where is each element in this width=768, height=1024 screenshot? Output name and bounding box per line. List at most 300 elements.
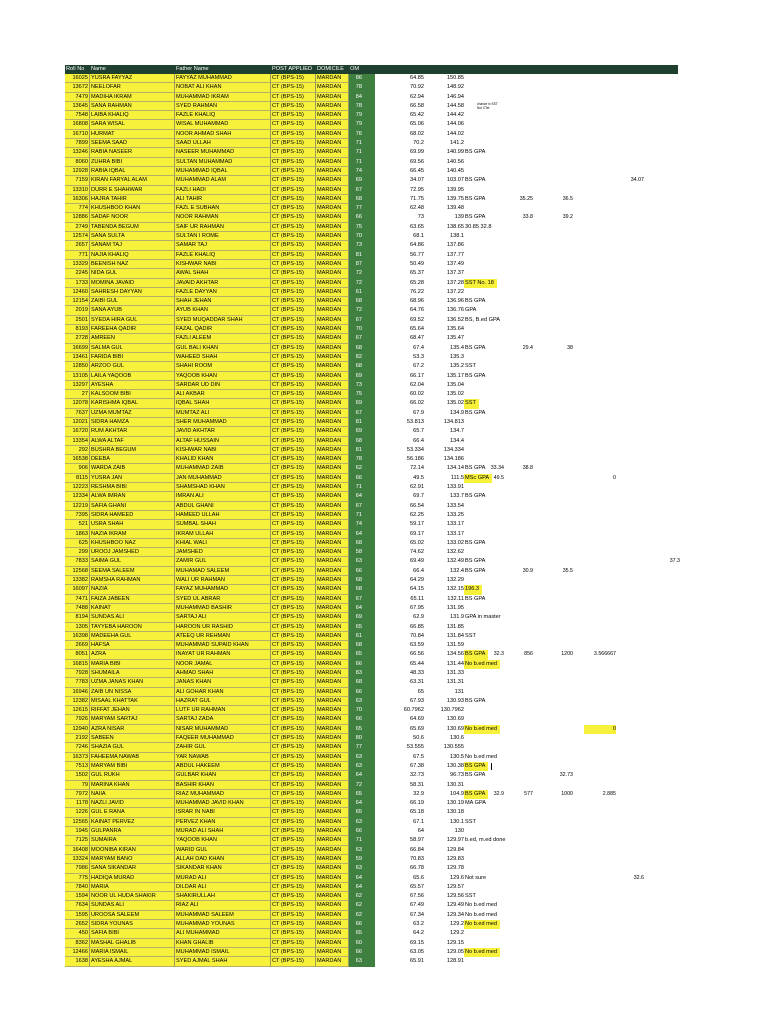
- remark-cell[interactable]: BS GPA: [465, 195, 486, 202]
- post-applied-cell[interactable]: CT (BPS-15): [271, 455, 316, 464]
- om-cell[interactable]: 60: [349, 939, 363, 948]
- roll-no-cell[interactable]: 7488: [65, 604, 90, 613]
- om-cell[interactable]: 63: [349, 753, 363, 762]
- table-row[interactable]: [65, 241, 678, 250]
- post-applied-cell[interactable]: CT (BPS-15): [271, 576, 316, 585]
- om-cell[interactable]: 64: [349, 492, 363, 501]
- table-row[interactable]: [65, 892, 678, 901]
- domicile-cell[interactable]: MARDAN: [316, 781, 349, 790]
- score-cell[interactable]: 72.95: [410, 186, 424, 193]
- remark-cell[interactable]: BS GPA: [465, 558, 486, 565]
- remark-cell[interactable]: GPA in master: [465, 614, 501, 621]
- domicile-cell[interactable]: MARDAN: [316, 632, 349, 641]
- remark-cell[interactable]: BS GPA: [465, 465, 486, 472]
- score-cell[interactable]: 53.3: [413, 353, 424, 360]
- total-cell[interactable]: 132.15: [446, 586, 464, 593]
- roll-no-cell[interactable]: 2245: [65, 269, 90, 278]
- name-cell[interactable]: GULPANRA: [90, 827, 175, 836]
- father-name-cell[interactable]: RIAZ ALI: [175, 901, 271, 910]
- father-name-cell[interactable]: GULBAR KHAN: [175, 771, 271, 780]
- om-cell[interactable]: 68: [349, 195, 363, 204]
- table-row[interactable]: [65, 939, 678, 948]
- score-cell[interactable]: 69.17: [410, 530, 424, 537]
- remark-cell[interactable]: No b.ed med: [464, 660, 500, 669]
- om-cell[interactable]: 70: [349, 325, 363, 334]
- table-row[interactable]: [65, 204, 678, 213]
- score-cell[interactable]: 65.42: [410, 112, 424, 119]
- roll-no-cell[interactable]: 299: [65, 548, 90, 557]
- roll-no-cell[interactable]: 12021: [65, 418, 90, 427]
- father-name-cell[interactable]: MURAD ALI SHAH: [175, 827, 271, 836]
- domicile-cell[interactable]: MARDAN: [316, 557, 349, 566]
- score-cell[interactable]: 58.97: [410, 837, 424, 844]
- score-cell[interactable]: 34.07: [410, 177, 424, 184]
- father-name-cell[interactable]: ATEEQ UR REHMAN: [175, 632, 271, 641]
- domicile-cell[interactable]: MARDAN: [316, 167, 349, 176]
- roll-no-cell[interactable]: 774: [65, 204, 90, 213]
- father-name-cell[interactable]: SARDAR UD DIN: [175, 381, 271, 390]
- name-cell[interactable]: AMREEN: [90, 334, 175, 343]
- father-name-cell[interactable]: NASEER MUHAMMAD: [175, 148, 271, 157]
- om-cell[interactable]: 67: [349, 409, 363, 418]
- domicile-cell[interactable]: MARDAN: [316, 771, 349, 780]
- post-applied-cell[interactable]: CT (BPS-15): [271, 130, 316, 139]
- domicile-cell[interactable]: MARDAN: [316, 520, 349, 529]
- name-cell[interactable]: MARYAM BIBI: [90, 762, 175, 771]
- table-row[interactable]: [65, 381, 678, 390]
- domicile-cell[interactable]: MARDAN: [316, 353, 349, 362]
- score-cell[interactable]: 66.02: [410, 400, 424, 407]
- name-cell[interactable]: RABIA IQBAL: [90, 167, 175, 176]
- om-cell[interactable]: 72: [349, 279, 363, 288]
- name-cell[interactable]: UROOSA SALEEM: [90, 911, 175, 920]
- father-name-cell[interactable]: ALTAF HUSSAIN: [175, 437, 271, 446]
- score-cell[interactable]: 62.94: [410, 93, 424, 100]
- score-cell[interactable]: 67.93: [410, 697, 424, 704]
- total-cell[interactable]: 134.9: [450, 409, 464, 416]
- total-cell[interactable]: 135.02: [446, 400, 464, 407]
- father-name-cell[interactable]: HAMEED ULLAH: [175, 511, 271, 520]
- om-cell[interactable]: 63: [349, 957, 363, 966]
- table-row[interactable]: [65, 399, 678, 408]
- total-cell[interactable]: 132.4: [450, 567, 464, 574]
- remark-cell[interactable]: BS GPA: [464, 762, 488, 771]
- post-applied-cell[interactable]: CT (BPS-15): [271, 929, 316, 938]
- score-cell[interactable]: 72.14: [410, 465, 424, 472]
- score-cell[interactable]: 64.86: [410, 242, 424, 249]
- score-cell[interactable]: 62.48: [410, 205, 424, 212]
- father-name-cell[interactable]: SHAMSHAD KHAN: [175, 483, 271, 492]
- table-row[interactable]: [65, 176, 678, 185]
- name-cell[interactable]: KAINAT PERVEZ: [90, 818, 175, 827]
- om-cell[interactable]: 65: [349, 790, 363, 799]
- score-cell[interactable]: 64.85: [410, 75, 424, 81]
- score-cell[interactable]: 67.38: [410, 762, 424, 769]
- father-name-cell[interactable]: ABDUL HAKEEM: [175, 762, 271, 771]
- score-cell[interactable]: 66.84: [410, 846, 424, 853]
- table-row[interactable]: [65, 623, 678, 632]
- om-cell[interactable]: 59: [349, 855, 363, 864]
- om-cell[interactable]: 65: [349, 623, 363, 632]
- total-cell[interactable]: 136.96: [446, 298, 464, 305]
- father-name-cell[interactable]: ALI TAHIR: [175, 195, 271, 204]
- extra-value-cell[interactable]: 35.5: [562, 567, 573, 574]
- father-name-cell[interactable]: WISAL MUHAMMAD: [175, 120, 271, 129]
- roll-no-cell[interactable]: 450: [65, 929, 90, 938]
- om-cell[interactable]: 63: [349, 818, 363, 827]
- table-row[interactable]: [65, 353, 678, 362]
- post-applied-cell[interactable]: CT (BPS-15): [271, 446, 316, 455]
- post-applied-cell[interactable]: CT (BPS-15): [271, 734, 316, 743]
- om-cell[interactable]: 80: [349, 734, 363, 743]
- post-applied-cell[interactable]: CT (BPS-15): [271, 678, 316, 687]
- score-cell[interactable]: 49.5: [413, 474, 424, 481]
- post-applied-cell[interactable]: CT (BPS-15): [271, 557, 316, 566]
- om-cell[interactable]: 69: [349, 613, 363, 622]
- name-cell[interactable]: ZUHRA BIBI: [90, 158, 175, 167]
- father-name-cell[interactable]: SHER MUHAMMAD: [175, 418, 271, 427]
- domicile-cell[interactable]: MARDAN: [316, 223, 349, 232]
- score-cell[interactable]: 62.9: [413, 614, 424, 621]
- roll-no-cell[interactable]: 12568: [65, 567, 90, 576]
- domicile-cell[interactable]: MARDAN: [316, 613, 349, 622]
- roll-no-cell[interactable]: 13246: [65, 148, 90, 157]
- table-row[interactable]: [65, 446, 678, 455]
- father-name-cell[interactable]: FAZAL QADIR: [175, 325, 271, 334]
- om-cell[interactable]: 81: [349, 251, 363, 260]
- score-cell[interactable]: 67.4: [413, 344, 424, 351]
- father-name-cell[interactable]: MUMTAZ ALI: [175, 409, 271, 418]
- total-cell[interactable]: 129.97: [446, 837, 464, 844]
- post-applied-cell[interactable]: CT (BPS-15): [271, 474, 316, 483]
- domicile-cell[interactable]: MARDAN: [316, 186, 349, 195]
- post-applied-cell[interactable]: CT (BPS-15): [271, 195, 316, 204]
- name-cell[interactable]: SANAM TAJ: [90, 241, 175, 250]
- name-cell[interactable]: MARINA KHAN: [90, 781, 175, 790]
- total-cell[interactable]: 137.22: [446, 288, 464, 295]
- post-applied-cell[interactable]: CT (BPS-15): [271, 279, 316, 288]
- domicile-cell[interactable]: MARDAN: [316, 697, 349, 706]
- roll-no-cell[interactable]: 8060: [65, 158, 90, 167]
- name-cell[interactable]: AYESHA: [90, 381, 175, 390]
- post-applied-cell[interactable]: CT (BPS-15): [271, 595, 316, 604]
- total-cell[interactable]: 135.64: [446, 326, 464, 333]
- father-name-cell[interactable]: SAAD ULLAH: [175, 139, 271, 148]
- table-row[interactable]: [65, 557, 678, 566]
- roll-no-cell[interactable]: 13354: [65, 437, 90, 446]
- name-cell[interactable]: SHAZIA GUL: [90, 743, 175, 752]
- post-applied-cell[interactable]: CT (BPS-15): [271, 483, 316, 492]
- total-cell[interactable]: 138.65: [446, 223, 464, 230]
- roll-no-cell[interactable]: 7840: [65, 883, 90, 892]
- name-cell[interactable]: UROOJ JAMSHED: [90, 548, 175, 557]
- name-cell[interactable]: SIDRA HAMZA: [90, 418, 175, 427]
- roll-no-cell[interactable]: 1733: [65, 279, 90, 288]
- extra-value-cell[interactable]: 37.3: [669, 558, 680, 565]
- om-cell[interactable]: 67: [349, 334, 363, 343]
- name-cell[interactable]: MOMINA JAVAID: [90, 279, 175, 288]
- score-cell[interactable]: 66.45: [410, 167, 424, 174]
- score-cell[interactable]: 48.33: [410, 670, 424, 676]
- total-cell[interactable]: 129.2: [450, 921, 464, 928]
- table-row[interactable]: [65, 139, 678, 148]
- father-name-cell[interactable]: NOOR RAHMAN: [175, 213, 271, 222]
- om-cell[interactable]: 73: [349, 241, 363, 250]
- om-cell[interactable]: 82: [349, 353, 363, 362]
- om-cell[interactable]: 66: [349, 715, 363, 724]
- score-cell[interactable]: 73: [417, 214, 424, 221]
- domicile-cell[interactable]: MARDAN: [316, 892, 349, 901]
- domicile-cell[interactable]: MARDAN: [316, 743, 349, 752]
- roll-no-cell[interactable]: 12928: [65, 167, 90, 176]
- score-cell[interactable]: 63.59: [410, 642, 424, 649]
- name-cell[interactable]: WARDA ZAIB: [90, 464, 175, 473]
- post-applied-cell[interactable]: CT (BPS-15): [271, 306, 316, 315]
- domicile-cell[interactable]: MARDAN: [316, 762, 349, 771]
- om-cell[interactable]: 67: [349, 186, 363, 195]
- om-cell[interactable]: 65: [349, 650, 363, 659]
- father-name-cell[interactable]: FAZLE DAYYAN: [175, 288, 271, 297]
- father-name-cell[interactable]: KHIAL WALI: [175, 539, 271, 548]
- name-cell[interactable]: MARIA BIBI: [90, 660, 175, 669]
- remark-cell[interactable]: MA GPA: [465, 800, 487, 807]
- roll-no-cell[interactable]: 292: [65, 446, 90, 455]
- roll-no-cell[interactable]: 8193: [65, 325, 90, 334]
- post-applied-cell[interactable]: CT (BPS-15): [271, 372, 316, 381]
- father-name-cell[interactable]: RIAZ MUHAMMAD: [175, 790, 271, 799]
- table-row[interactable]: [65, 734, 678, 743]
- post-applied-cell[interactable]: CT (BPS-15): [271, 251, 316, 260]
- score-cell[interactable]: 62.04: [410, 381, 424, 388]
- name-cell[interactable]: SYEDA HIRA GUL: [90, 316, 175, 325]
- total-cell[interactable]: 129.57: [446, 883, 464, 890]
- post-applied-cell[interactable]: CT (BPS-15): [271, 901, 316, 910]
- domicile-cell[interactable]: MARDAN: [316, 753, 349, 762]
- father-name-cell[interactable]: ISRAR IN NABI: [175, 808, 271, 817]
- father-name-cell[interactable]: NISAR MUHAMMAD: [175, 725, 271, 734]
- total-cell[interactable]: 130: [454, 828, 464, 835]
- roll-no-cell[interactable]: 12223: [65, 483, 90, 492]
- father-name-cell[interactable]: BASHIR KHAN: [175, 781, 271, 790]
- table-row[interactable]: [65, 372, 678, 381]
- name-cell[interactable]: MARYAM SARTAJ: [90, 715, 175, 724]
- score-cell[interactable]: 67.5: [413, 753, 424, 760]
- domicile-cell[interactable]: MARDAN: [316, 502, 349, 511]
- post-applied-cell[interactable]: CT (BPS-15): [271, 864, 316, 873]
- table-row[interactable]: [65, 725, 678, 734]
- roll-no-cell[interactable]: 12466: [65, 948, 90, 957]
- total-cell[interactable]: 130.93: [446, 697, 464, 704]
- table-row[interactable]: [65, 260, 678, 269]
- domicile-cell[interactable]: MARDAN: [316, 362, 349, 371]
- table-row[interactable]: [65, 818, 678, 827]
- score-cell[interactable]: 68.02: [410, 130, 424, 137]
- score-cell[interactable]: 67.95: [410, 604, 424, 611]
- domicile-cell[interactable]: MARDAN: [316, 437, 349, 446]
- father-name-cell[interactable]: SARTAJ ZADA: [175, 715, 271, 724]
- total-cell[interactable]: 139.95: [446, 186, 464, 193]
- father-name-cell[interactable]: GUL BALI KHAN: [175, 344, 271, 353]
- om-cell[interactable]: 72: [349, 781, 363, 790]
- om-cell[interactable]: 64: [349, 530, 363, 539]
- name-cell[interactable]: SUNDAS ALI: [90, 613, 175, 622]
- table-row[interactable]: [65, 697, 678, 706]
- total-cell[interactable]: 137.86: [446, 242, 464, 249]
- domicile-cell[interactable]: MARDAN: [316, 195, 349, 204]
- post-applied-cell[interactable]: CT (BPS-15): [271, 269, 316, 278]
- total-cell[interactable]: 135.04: [446, 381, 464, 388]
- domicile-cell[interactable]: MARDAN: [316, 920, 349, 929]
- name-cell[interactable]: KAINAT: [90, 604, 175, 613]
- name-cell[interactable]: SUNDAS ALI: [90, 901, 175, 910]
- total-cell[interactable]: 132.62: [446, 549, 464, 556]
- post-applied-cell[interactable]: CT (BPS-15): [271, 390, 316, 399]
- name-cell[interactable]: SAFIA GHANI: [90, 502, 175, 511]
- om-cell[interactable]: 62: [349, 901, 363, 910]
- domicile-cell[interactable]: MARDAN: [316, 706, 349, 715]
- name-cell[interactable]: SEEMA SAAD: [90, 139, 175, 148]
- score-cell[interactable]: 56.77: [410, 251, 424, 258]
- post-applied-cell[interactable]: CT (BPS-15): [271, 818, 316, 827]
- father-name-cell[interactable]: WARID GUL: [175, 846, 271, 855]
- name-cell[interactable]: NOOR UL HUDA SHAKIR: [90, 892, 175, 901]
- domicile-cell[interactable]: MARDAN: [316, 381, 349, 390]
- father-name-cell[interactable]: SYED UL ABRAR: [175, 595, 271, 604]
- post-applied-cell[interactable]: CT (BPS-15): [271, 316, 316, 325]
- total-cell[interactable]: 135.02: [446, 391, 464, 398]
- table-row[interactable]: [65, 120, 678, 129]
- table-row[interactable]: [65, 781, 678, 790]
- post-applied-cell[interactable]: CT (BPS-15): [271, 102, 316, 111]
- remark-cell[interactable]: No b.ed med: [465, 753, 498, 760]
- name-cell[interactable]: SEEMA SALEEM: [90, 567, 175, 576]
- post-applied-cell[interactable]: CT (BPS-15): [271, 874, 316, 883]
- domicile-cell[interactable]: MARDAN: [316, 334, 349, 343]
- father-name-cell[interactable]: SARTAJ ALI: [175, 613, 271, 622]
- post-applied-cell[interactable]: CT (BPS-15): [271, 288, 316, 297]
- om-cell[interactable]: 63: [349, 762, 363, 771]
- om-cell[interactable]: 67: [349, 502, 363, 511]
- table-row[interactable]: [65, 288, 678, 297]
- domicile-cell[interactable]: MARDAN: [316, 316, 349, 325]
- remark-cell[interactable]: BS, B.ed GPA: [465, 316, 501, 323]
- om-cell[interactable]: 75: [349, 223, 363, 232]
- total-cell[interactable]: 137.77: [446, 251, 464, 258]
- total-cell[interactable]: 150.85: [446, 75, 464, 81]
- table-row[interactable]: [65, 269, 678, 278]
- table-row[interactable]: [65, 715, 678, 724]
- total-cell[interactable]: 131.31: [446, 679, 464, 686]
- domicile-cell[interactable]: MARDAN: [316, 948, 349, 957]
- table-row[interactable]: [65, 613, 678, 622]
- post-applied-cell[interactable]: CT (BPS-15): [271, 753, 316, 762]
- om-cell[interactable]: 73: [349, 381, 363, 390]
- domicile-cell[interactable]: MARDAN: [316, 455, 349, 464]
- total-cell[interactable]: 136.52: [446, 316, 464, 323]
- om-cell[interactable]: 70: [349, 706, 363, 715]
- table-row[interactable]: [65, 911, 678, 920]
- domicile-cell[interactable]: MARDAN: [316, 799, 349, 808]
- score-cell[interactable]: 65.69: [410, 725, 424, 732]
- remark-cell[interactable]: SST: [465, 818, 476, 825]
- post-applied-cell[interactable]: CT (BPS-15): [271, 167, 316, 176]
- score-cell[interactable]: 66.4: [413, 567, 424, 574]
- om-cell[interactable]: 68: [349, 678, 363, 687]
- name-cell[interactable]: KIRAN FARYAL ALAM: [90, 176, 175, 185]
- total-cell[interactable]: 133.25: [446, 511, 464, 518]
- roll-no-cell[interactable]: 1863: [65, 530, 90, 539]
- post-applied-cell[interactable]: CT (BPS-15): [271, 381, 316, 390]
- roll-no-cell[interactable]: 2728: [65, 334, 90, 343]
- post-applied-cell[interactable]: CT (BPS-15): [271, 241, 316, 250]
- total-cell[interactable]: 130.38: [446, 762, 464, 769]
- name-cell[interactable]: SANA SIKANDAR: [90, 864, 175, 873]
- score-cell[interactable]: 69.99: [410, 149, 424, 156]
- table-row[interactable]: [65, 186, 678, 195]
- post-applied-cell[interactable]: CT (BPS-15): [271, 353, 316, 362]
- roll-no-cell[interactable]: 7479: [65, 93, 90, 102]
- score-cell[interactable]: 70.2: [413, 140, 424, 147]
- father-name-cell[interactable]: SAMAR TAJ: [175, 241, 271, 250]
- om-cell[interactable]: 83: [349, 669, 363, 678]
- table-row[interactable]: [65, 223, 678, 232]
- father-name-cell[interactable]: SULTAN MUHAMMAD: [175, 158, 271, 167]
- name-cell[interactable]: GUL RUKH: [90, 771, 175, 780]
- score-cell[interactable]: 69.15: [410, 939, 424, 946]
- table-row[interactable]: [65, 74, 678, 83]
- total-cell[interactable]: 146.94: [446, 93, 464, 100]
- total-cell[interactable]: 135.4: [450, 344, 464, 351]
- table-row[interactable]: [65, 929, 678, 938]
- total-cell[interactable]: 132.49: [446, 558, 464, 565]
- extra-value-cell[interactable]: 38: [567, 344, 573, 351]
- name-cell[interactable]: NEELOFAR: [90, 83, 175, 92]
- roll-no-cell[interactable]: 7125: [65, 836, 90, 845]
- name-cell[interactable]: SAHRESH DAYYAN: [90, 288, 175, 297]
- score-cell[interactable]: 64.76: [410, 307, 424, 314]
- remark-cell[interactable]: Not sure: [465, 874, 487, 881]
- domicile-cell[interactable]: MARDAN: [316, 669, 349, 678]
- remark-cell[interactable]: No b.ed med: [465, 911, 498, 918]
- total-cell[interactable]: 104.9: [450, 790, 464, 797]
- score-cell[interactable]: 53.813: [406, 418, 424, 425]
- table-row[interactable]: [65, 148, 678, 157]
- total-cell[interactable]: 129.78: [446, 865, 464, 872]
- total-cell[interactable]: 130.69: [446, 716, 464, 723]
- roll-no-cell[interactable]: 2657: [65, 241, 90, 250]
- roll-no-cell[interactable]: 27: [65, 390, 90, 399]
- roll-no-cell[interactable]: 2019: [65, 306, 90, 315]
- total-cell[interactable]: 130.555: [443, 744, 464, 751]
- father-name-cell[interactable]: ALI GOHAR KHAN: [175, 688, 271, 697]
- total-cell[interactable]: 144.42: [446, 112, 464, 119]
- score-cell[interactable]: 69.56: [410, 158, 424, 165]
- post-applied-cell[interactable]: CT (BPS-15): [271, 325, 316, 334]
- father-name-cell[interactable]: FAZLE KHALIQ: [175, 251, 271, 260]
- score-cell[interactable]: 69.7: [413, 493, 424, 500]
- om-cell[interactable]: 67: [349, 316, 363, 325]
- extra-value-cell[interactable]: 32.9: [493, 790, 504, 797]
- table-row[interactable]: [65, 464, 678, 473]
- table-row[interactable]: [65, 427, 678, 436]
- score-cell[interactable]: 50.49: [410, 260, 424, 267]
- om-cell[interactable]: 75: [349, 390, 363, 399]
- roll-no-cell[interactable]: 7899: [65, 139, 90, 148]
- post-applied-cell[interactable]: CT (BPS-15): [271, 688, 316, 697]
- om-cell[interactable]: 68: [349, 297, 363, 306]
- roll-no-cell[interactable]: 12574: [65, 232, 90, 241]
- post-applied-cell[interactable]: CT (BPS-15): [271, 939, 316, 948]
